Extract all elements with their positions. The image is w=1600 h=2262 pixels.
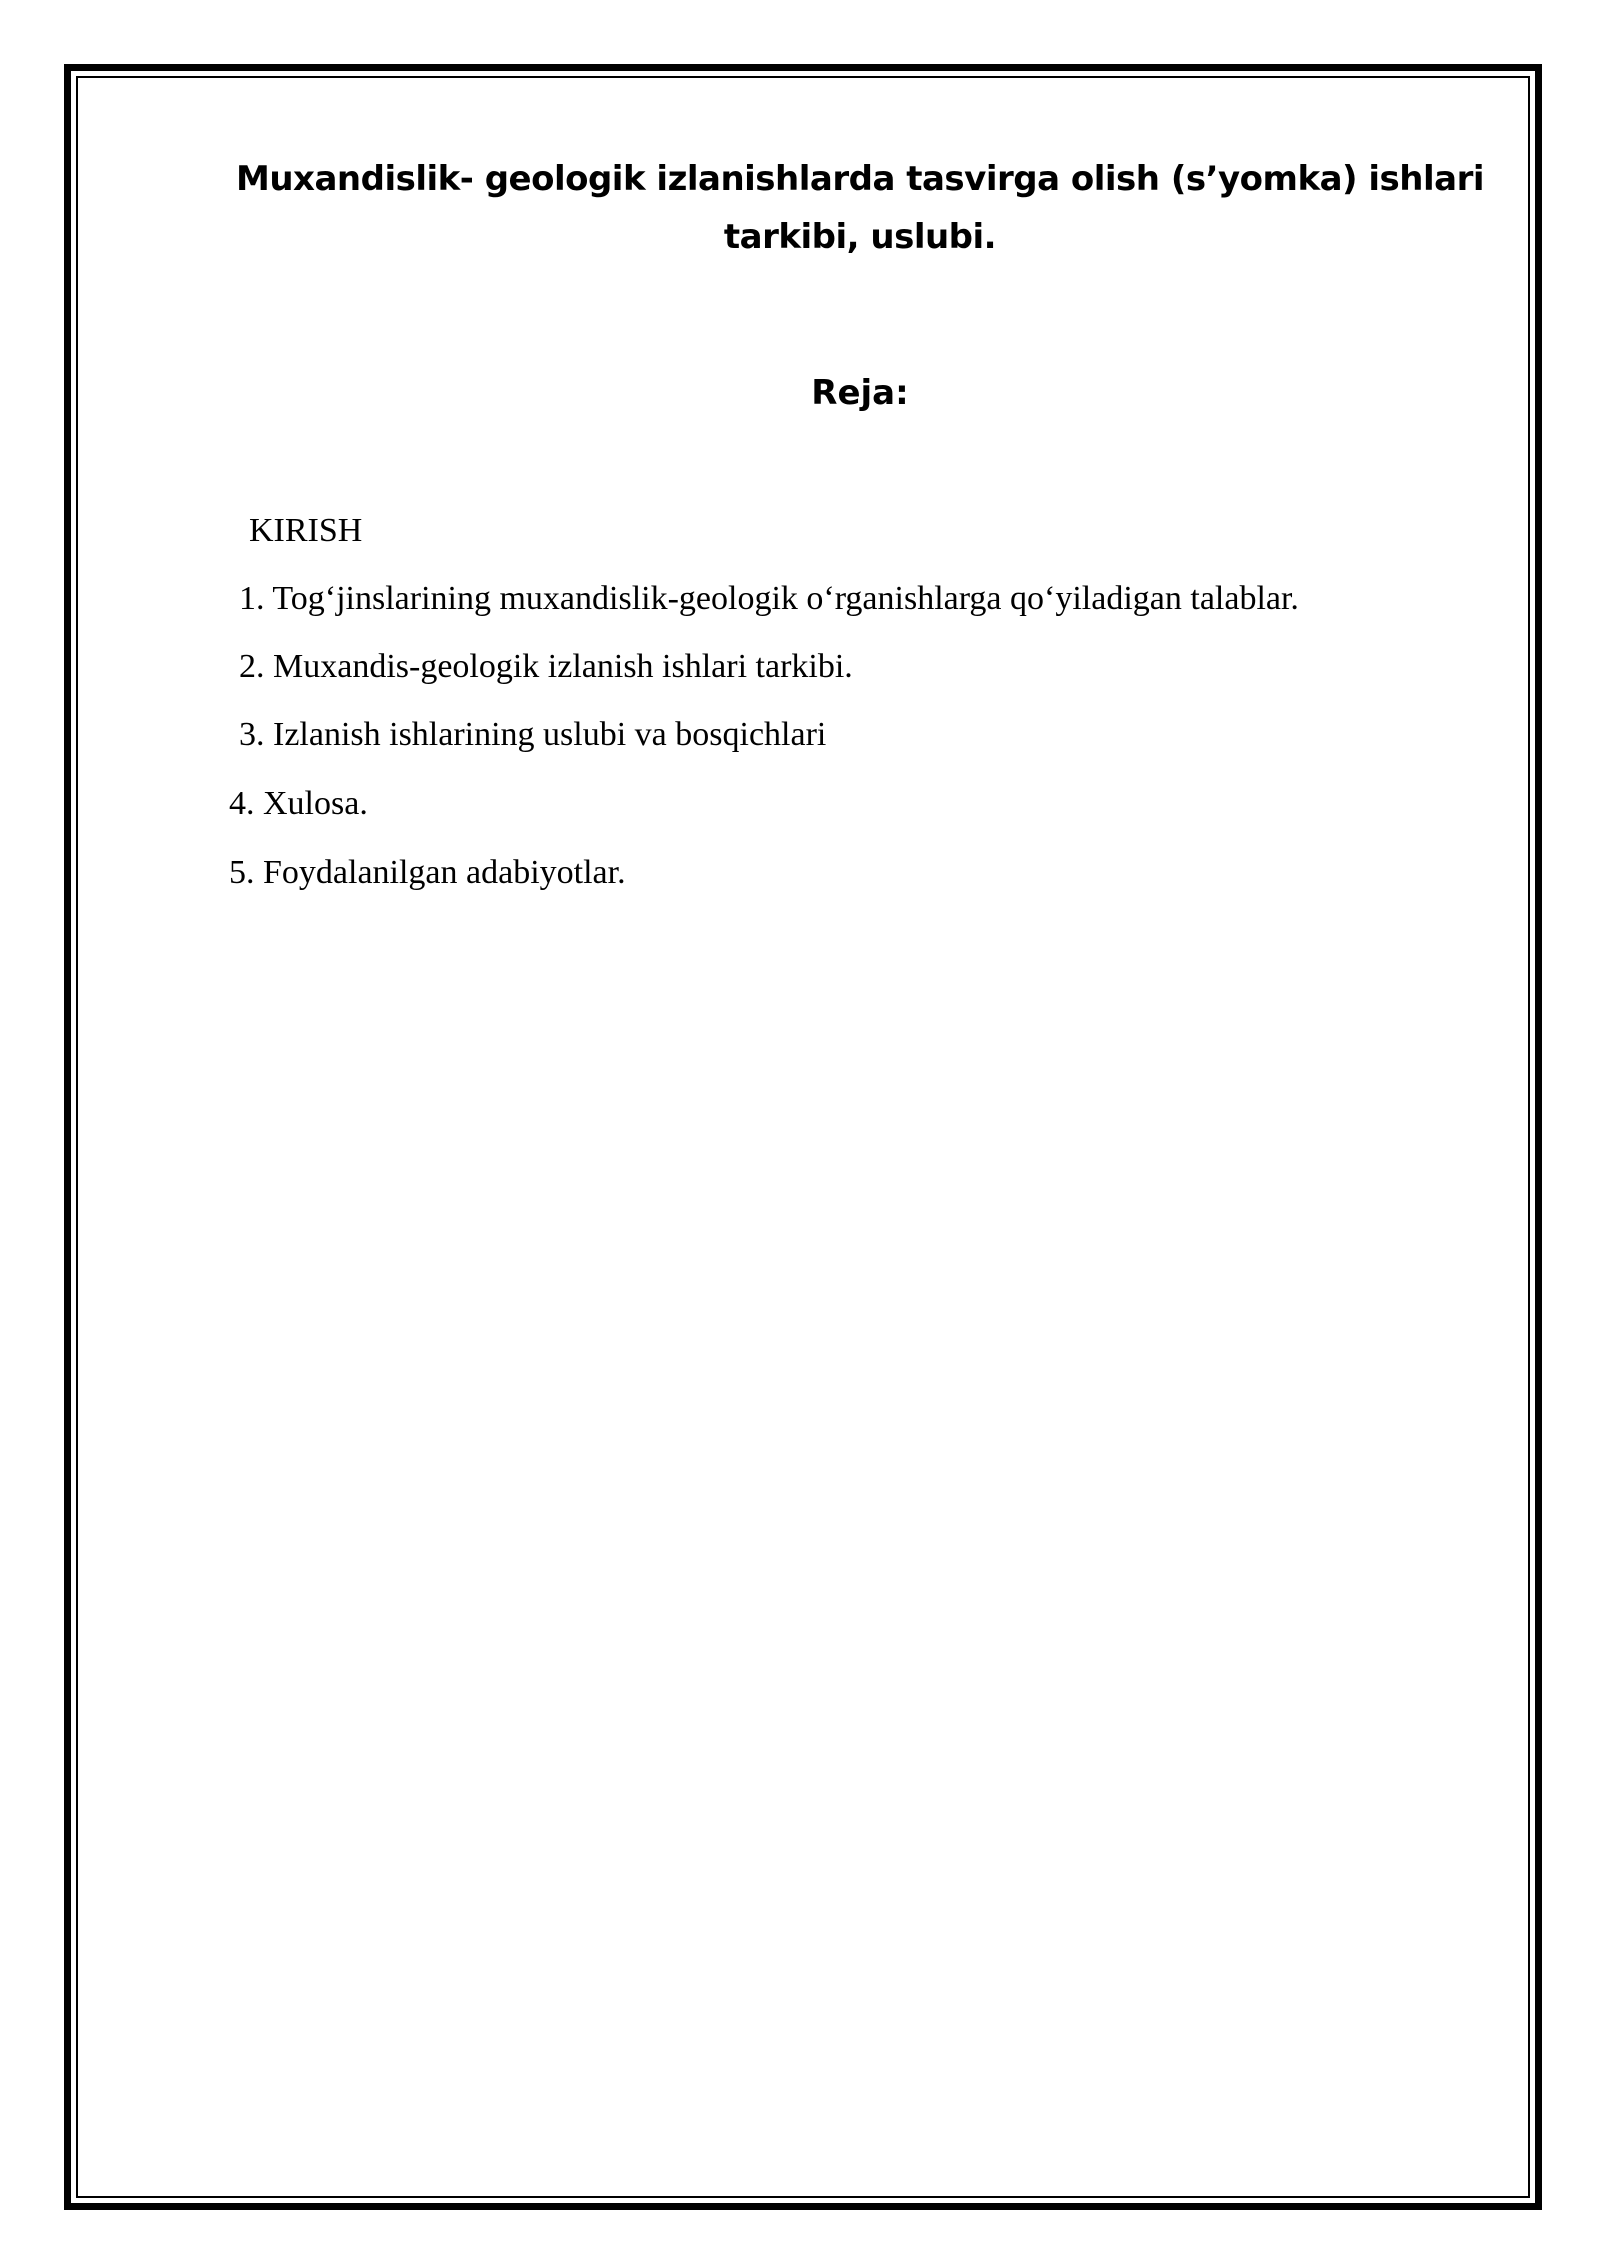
plan-item-2: 2. Muxandis-geologik izlanish ishlari tarkibi. [239, 648, 853, 685]
plan-heading: Reja: [811, 373, 909, 413]
plan-item-3: 3. Izlanish ishlarining uslubi va bosqichlari [239, 716, 827, 753]
plan-item-1: 1. Tog‘jinslarining muxandislik-geologik o‘rganishlarga qo‘yiladigan talablar. [239, 580, 1299, 617]
plan-item-introduction: KIRISH [249, 512, 363, 549]
plan-item-4: 4. Xulosa. [229, 785, 368, 822]
document-title: Muxandislik- geologik izlanishlarda tasvirga olish (s’yomka) ishlari tarkibi, uslubi. [235, 159, 1485, 257]
plan-item-5: 5. Foydalanilgan adabiyotlar. [229, 854, 626, 891]
